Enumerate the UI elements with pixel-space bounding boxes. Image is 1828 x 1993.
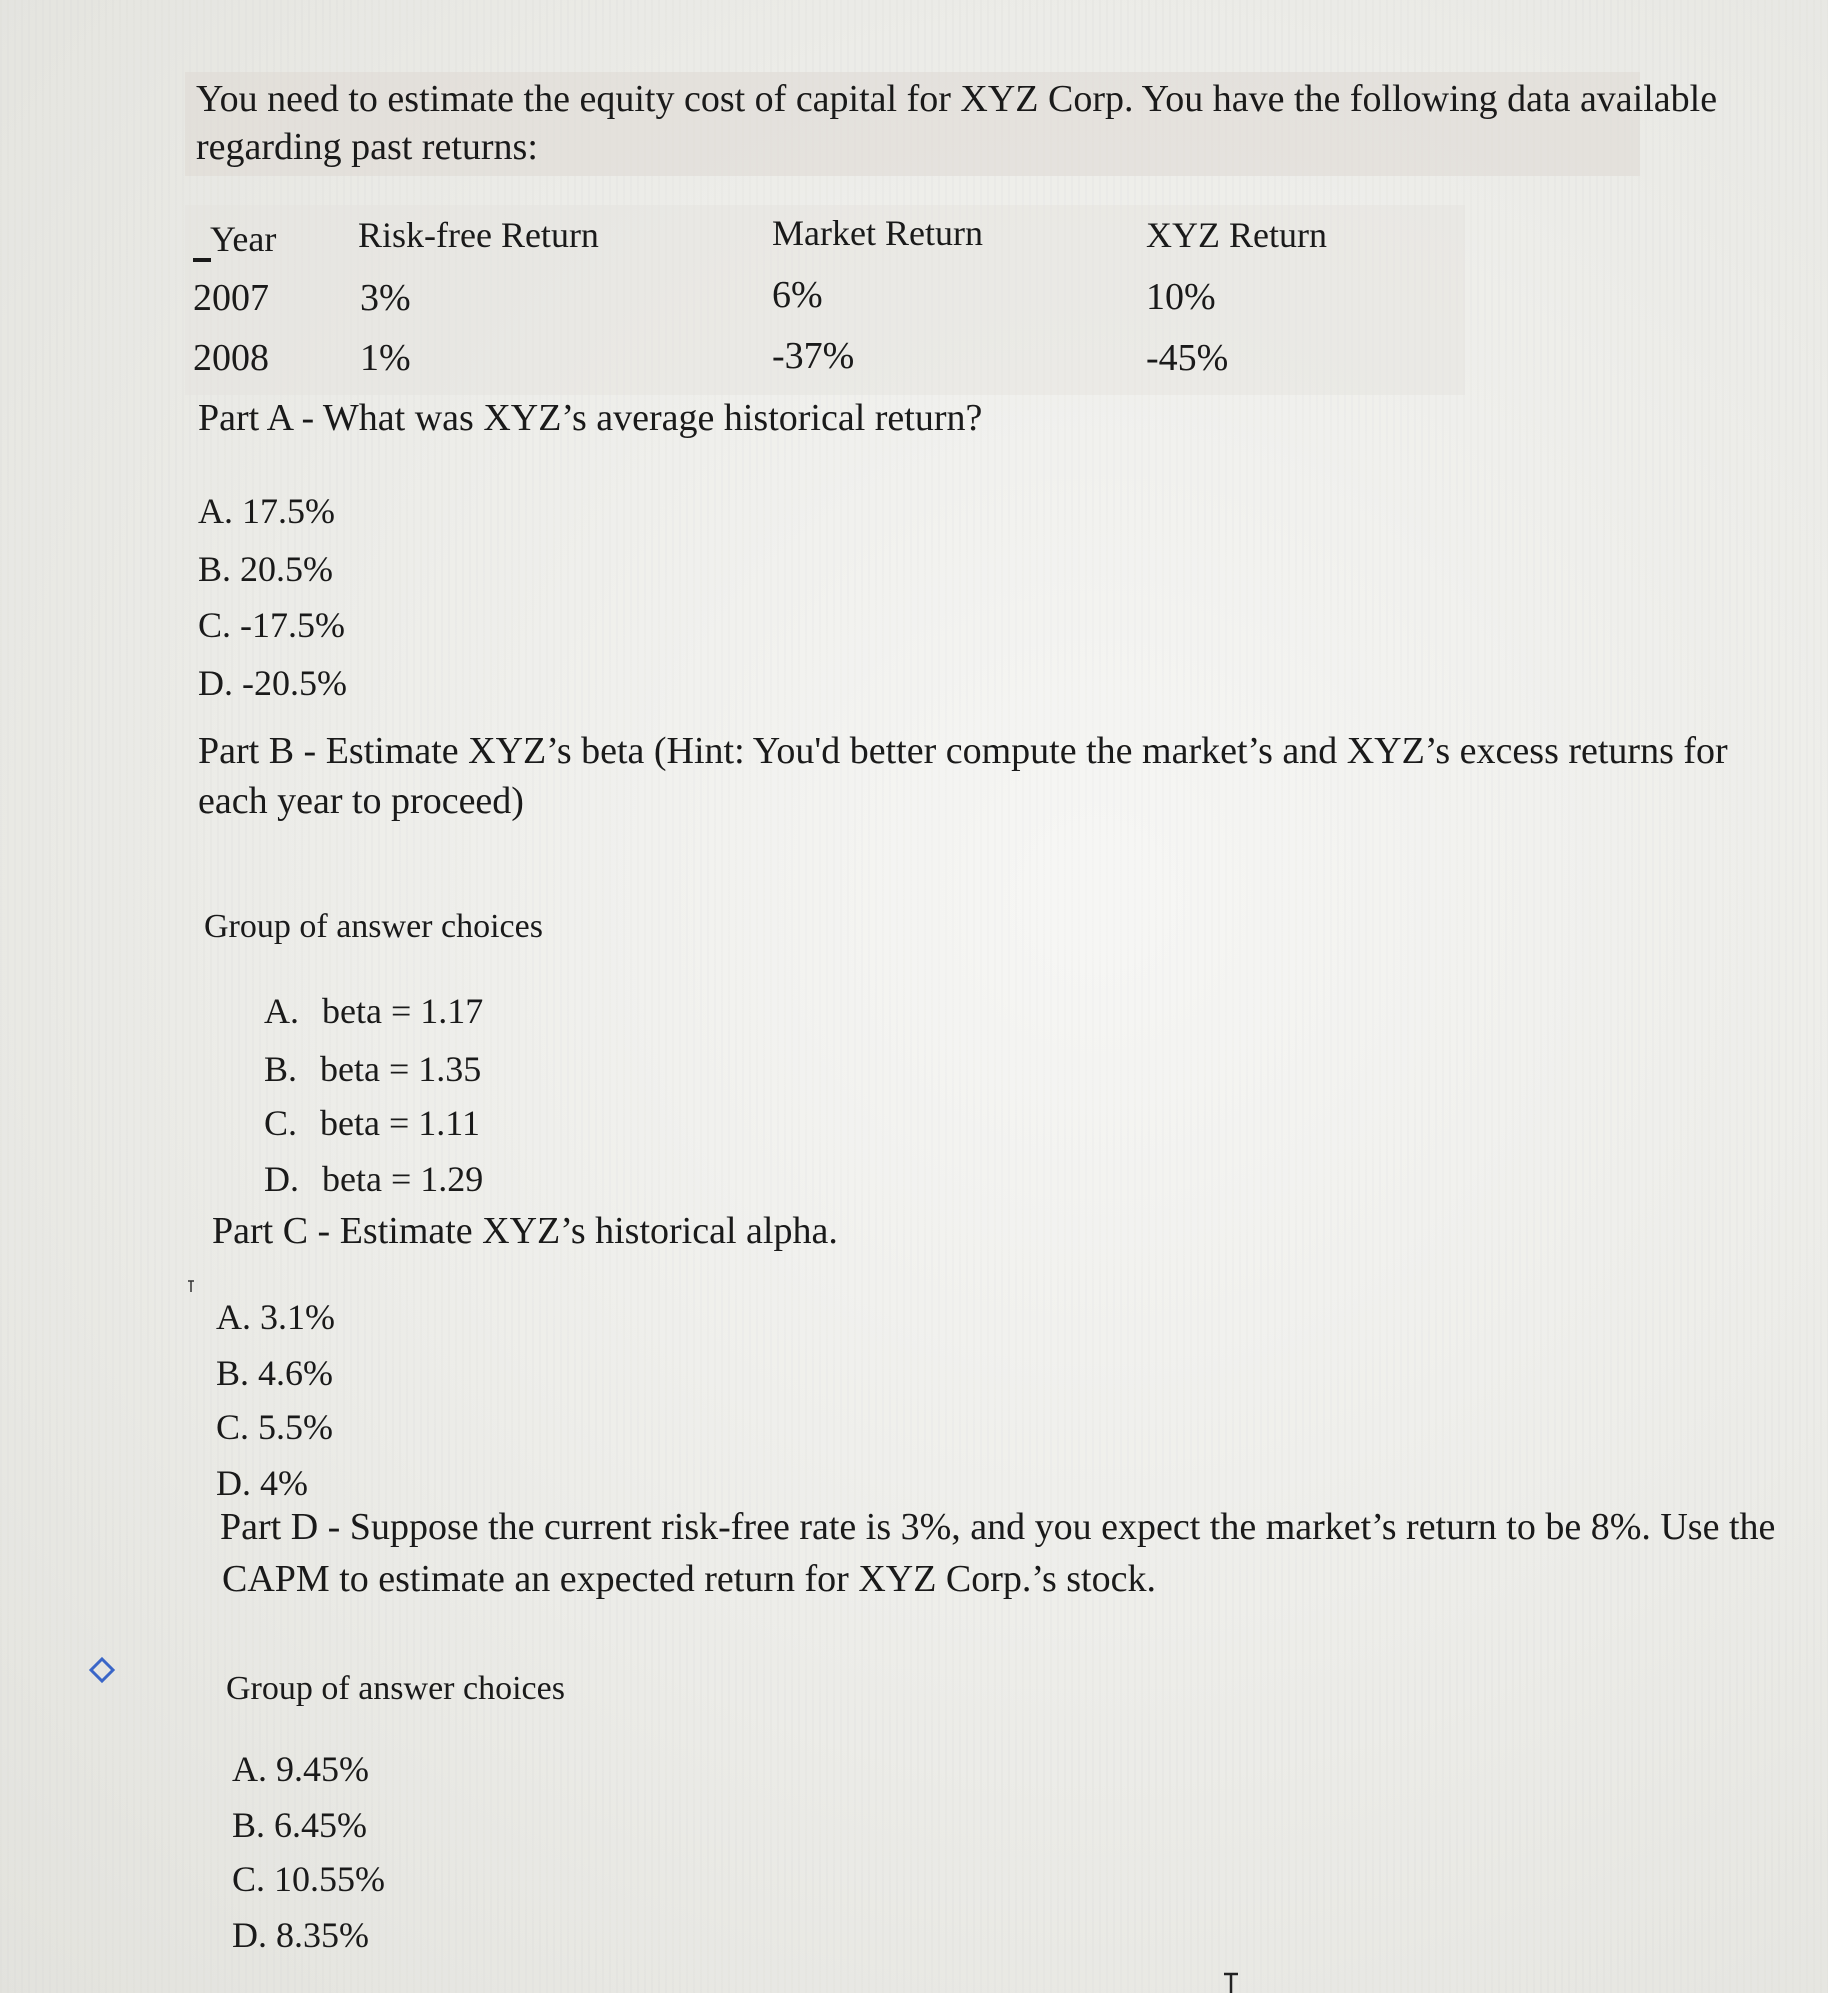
- header-underscore: [193, 258, 211, 262]
- intro-line-1: You need to estimate the equity cost of capital for XYZ Corp. You have the following data available: [196, 78, 1718, 120]
- choice-text: beta = 1.11: [320, 1103, 480, 1143]
- part-a-choice-d[interactable]: D. -20.5%: [198, 663, 347, 703]
- choice-text: beta = 1.17: [322, 991, 484, 1031]
- part-b-choice-d[interactable]: [264, 1156, 483, 1202]
- choice-letter: B.: [264, 1049, 298, 1089]
- part-a-choice-a[interactable]: A. 17.5%: [198, 491, 335, 531]
- part-b-choice-b[interactable]: [264, 1046, 481, 1092]
- part-b-group-label: Group of answer choices: [204, 908, 543, 945]
- choice-text: beta = 1.35: [320, 1049, 482, 1089]
- header-risk-free: Risk-free Return: [358, 215, 599, 255]
- choice-letter: C.: [264, 1103, 298, 1143]
- table-cell: -37%: [772, 335, 855, 377]
- table-cell: 6%: [772, 274, 823, 316]
- table-cell: -45%: [1146, 337, 1229, 379]
- part-d-choice-d[interactable]: D. 8.35%: [232, 1915, 369, 1955]
- part-a-choice-b[interactable]: B. 20.5%: [198, 549, 333, 589]
- part-b-question-line-1: Part B - Estimate XYZ’s beta (Hint: You'd better compute the market’s and XYZ’s excess returns for: [198, 730, 1728, 772]
- part-d-group-label: Group of answer choices: [226, 1670, 565, 1707]
- choice-letter: A.: [264, 991, 299, 1031]
- part-a-choice-c[interactable]: C. -17.5%: [198, 605, 345, 645]
- part-b-question-line-2: each year to proceed): [198, 780, 524, 822]
- table-cell: 1%: [360, 337, 411, 379]
- diamond-icon[interactable]: [87, 1655, 117, 1685]
- tick-mark: [188, 1280, 194, 1292]
- header-year: Year: [210, 219, 277, 259]
- part-d-choice-c[interactable]: C. 10.55%: [232, 1859, 385, 1899]
- text-cursor-icon: [1222, 1972, 1240, 1993]
- choice-text: beta = 1.29: [322, 1159, 484, 1199]
- table-cell: 10%: [1146, 276, 1216, 318]
- intro-line-2: regarding past returns:: [196, 126, 538, 168]
- table-cell: 3%: [360, 277, 411, 319]
- part-c-question: Part C - Estimate XYZ’s historical alpha.: [212, 1210, 838, 1252]
- choice-letter: D.: [264, 1159, 299, 1199]
- header-market: Market Return: [772, 213, 983, 253]
- table-cell: 2007: [193, 277, 269, 319]
- part-c-choice-a[interactable]: A. 3.1%: [216, 1297, 335, 1337]
- part-c-choice-b[interactable]: B. 4.6%: [216, 1353, 333, 1393]
- part-c-choice-c[interactable]: C. 5.5%: [216, 1407, 333, 1447]
- part-d-question-line-2: CAPM to estimate an expected return for XYZ Corp.’s stock.: [222, 1558, 1156, 1600]
- part-d-choice-b[interactable]: B. 6.45%: [232, 1805, 367, 1845]
- table-cell: 2008: [193, 337, 269, 379]
- header-xyz: XYZ Return: [1146, 215, 1327, 255]
- part-a-question: Part A - What was XYZ’s average historical return?: [198, 397, 983, 439]
- part-d-choice-a[interactable]: A. 9.45%: [232, 1749, 369, 1789]
- part-d-question-line-1: Part D - Suppose the current risk-free rate is 3%, and you expect the market’s return to be 8%. Use the: [220, 1506, 1776, 1548]
- part-c-choice-d[interactable]: D. 4%: [216, 1463, 308, 1503]
- part-b-choice-a[interactable]: [264, 988, 483, 1034]
- part-b-choice-c[interactable]: [264, 1100, 480, 1146]
